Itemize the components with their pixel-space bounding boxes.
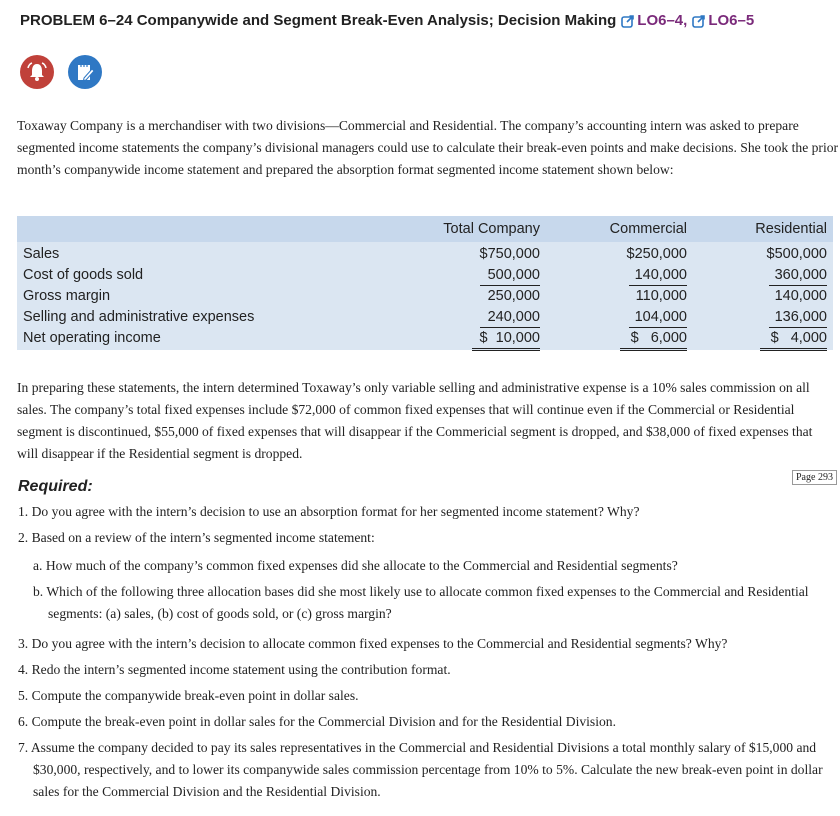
external-link-icon [621, 14, 635, 28]
question-2b: b. Which of the following three allocation bases did she most likely use to allocate common fixed expenses to the Commercial and Residential segments: (a) sales, (b) cost of goods sold, or (c) gross margin? [33, 584, 809, 621]
problem-title: PROBLEM 6–24 Companywide and Segment Break-Even Analysis; Decision Making [20, 12, 617, 29]
question-5: 5. Compute the companywide break-even point in dollar sales. [18, 688, 359, 703]
cell-gm-total: 250,000 [487, 288, 540, 304]
question-1: 1. Do you agree with the intern’s decision to use an absorption format for her segmented income statement? Why? [18, 504, 640, 519]
question-4: 4. Redo the intern’s segmented income statement using the contribution format. [18, 662, 451, 677]
alarm-bell-icon[interactable] [20, 55, 54, 89]
cell-gm-commercial: 110,000 [635, 288, 687, 304]
column-header-residential: Residential [755, 221, 827, 237]
required-heading: Required: [18, 478, 93, 495]
cell-sales-residential: $500,000 [766, 246, 827, 262]
row-label-sga: Selling and administrative expenses [23, 309, 255, 325]
cell-sales-commercial: $250,000 [626, 246, 687, 262]
segmented-income-statement [17, 216, 833, 350]
question-3: 3. Do you agree with the intern’s decision to allocate common fixed expenses to the Commercial and Residential segments? Why? [18, 636, 728, 651]
cell-sga-residential: 136,000 [769, 307, 827, 328]
cell-noi-commercial: $ 6,000 [620, 328, 687, 351]
question-6: 6. Compute the break-even point in dollar sales for the Commercial Division and for the Residential Division. [18, 714, 616, 729]
lo-link-label: LO6–4, [637, 12, 688, 29]
notepad-pencil-icon[interactable] [68, 55, 102, 89]
resource-icons [20, 55, 102, 89]
question-2: 2. Based on a review of the intern’s segmented income statement: [18, 530, 375, 545]
cell-cogs-total: 500,000 [480, 265, 540, 286]
cell-sga-total: 240,000 [480, 307, 540, 328]
cell-cogs-commercial: 140,000 [629, 265, 687, 286]
page-number-marker: Page 293 [792, 470, 837, 485]
question-2a: a. How much of the company’s common fixed expenses did she allocate to the Commercial and Residential segments? [33, 558, 678, 573]
column-header-total: Total Company [443, 221, 540, 237]
fixed-expenses-paragraph: In preparing these statements, the intern determined Toxaway’s only variable selling and administrative expense is a 10% sales commission on all sales. The company’s total fixed expenses include $72,000 of common fixed expenses that will continue even if the Commercial or Residential segment is discontinued, $55,000 of fixed expenses that will disappear if the Commericial segment is dropped, and $38,000 of fixed expenses that will disappear if the Residential segment is dropped. [17, 380, 813, 461]
lo-link-2[interactable] [692, 12, 754, 29]
cell-noi-total: $ 10,000 [472, 328, 540, 351]
cell-sga-commercial: 104,000 [629, 307, 687, 328]
cell-cogs-residential: 360,000 [769, 265, 827, 286]
intro-paragraph: Toxaway Company is a merchandiser with two divisions—Commercial and Residential. The company’s accounting intern was asked to prepare segmented income statements the company’s divisional managers could use to calculate their break-even points and make decisions. She took the prior month’s companywide income statement and prepared the absorption format segmented income statement shown below: [17, 118, 839, 177]
cell-sales-total: $750,000 [479, 246, 540, 262]
question-7: 7. Assume the company decided to pay its sales representatives in the Commercial and Residential Divisions a total monthly salary of $15,000 and $30,000, respectively, and to lower its companywide sales commission percentage from 10% to 5%. Calculate the new break-even point in dollar sales for the Commercial Division and the Residential Division. [18, 740, 823, 799]
row-label-noi: Net operating income [23, 330, 161, 346]
lo-link-1[interactable] [621, 12, 687, 29]
cell-gm-residential: 140,000 [774, 288, 827, 304]
row-label-gross-margin: Gross margin [23, 288, 111, 304]
column-header-commercial: Commercial [609, 221, 687, 237]
row-label-cogs: Cost of goods sold [23, 267, 144, 283]
lo-link-label: LO6–5 [708, 12, 755, 29]
row-label-sales: Sales [23, 246, 60, 262]
external-link-icon [692, 14, 706, 28]
problem-title-row [20, 12, 754, 29]
cell-noi-residential: $ 4,000 [760, 328, 827, 351]
